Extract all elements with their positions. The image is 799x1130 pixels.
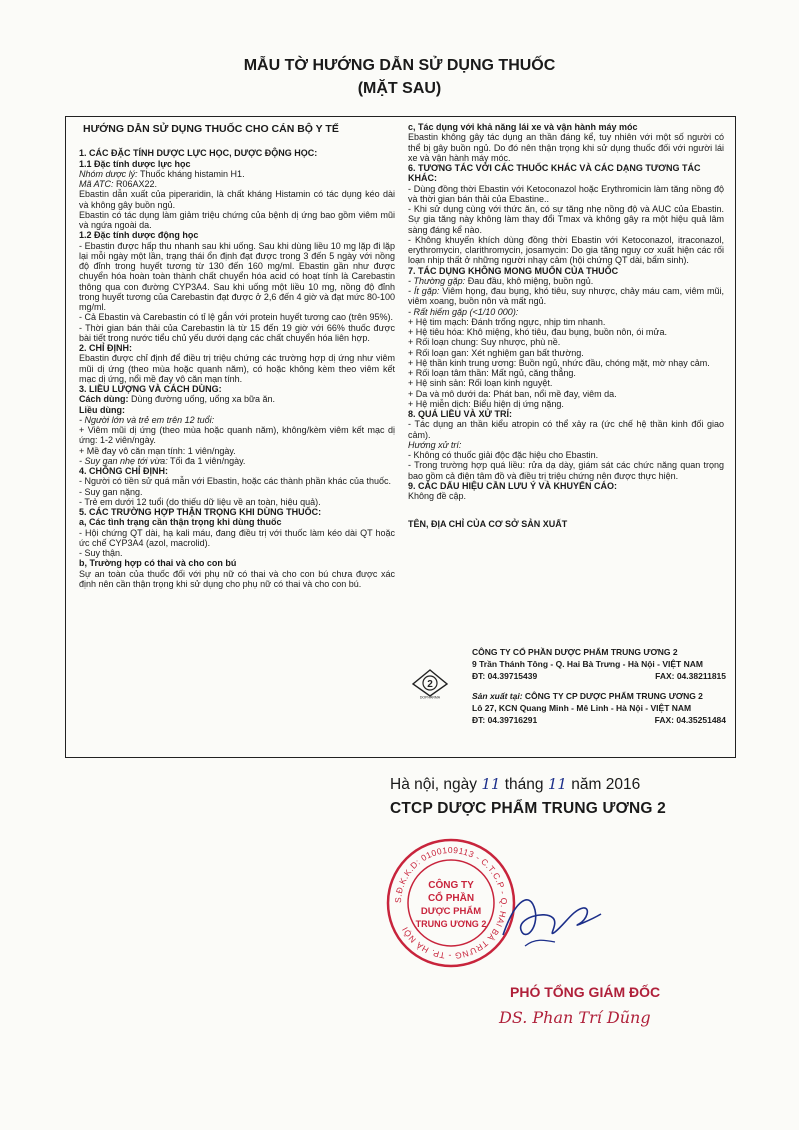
- paragraph: - Không khuyến khích dùng đồng thời Ebastin với Ketoconazol, itraconazol, erythromycin, clarithromycin, josamycin: Do gia tăng nguy cơ xuất hiện các rối loạn nhịp thất ở những người nhạy cảm (hội chứng QT dài, bẩm sinh).: [408, 234, 724, 266]
- list-item: + Rối loạn tâm thần: Mất ngủ, căng thẳng.: [408, 368, 576, 378]
- paragraph: - Thời gian bán thải của Carebastin là từ 15 đến 19 giờ với 66% thuốc được bài tiết trong nước tiểu chủ yếu dưới dạng các chất chuyển hóa liên hợp.: [79, 322, 395, 343]
- svg-text:DƯỢC PHẨM: DƯỢC PHẨM: [420, 906, 482, 917]
- company-fax: FAX: 04.38211815: [655, 671, 726, 681]
- paragraph: - Suy gan nặng.: [79, 486, 143, 497]
- manufacture-site: Sản xuất tại: CÔNG TY CP DƯỢC PHẨM TRUNG ƯƠNG 2: [472, 691, 703, 701]
- paragraph: - Không có thuốc giải độc đặc hiệu cho Ebastin.: [408, 450, 599, 460]
- usage-method: Cách dùng: Dùng đường uống, uống xa bữa ăn.: [79, 394, 276, 405]
- list-item: + Hệ tim mạch: Đánh trống ngực, nhịp tim nhanh.: [408, 316, 606, 327]
- paragraph: - Tác dụng an thần kiểu atropin có thể xảy ra (ức chế hệ thần kinh đối giao cảm).: [408, 419, 724, 440]
- paragraph: - Người lớn và trẻ em trên 12 tuổi:: [79, 414, 215, 425]
- section-1-2-title: 1.2 Đặc tính dược động học: [79, 230, 199, 241]
- section-8-title: 8. QUÁ LIỀU VÀ XỬ TRÍ:: [408, 409, 512, 419]
- paragraph: - Khi sử dụng cùng với thức ăn, có sự tăng nhẹ nồng độ và AUC của Ebastin. Sự gia tăng này không làm thay đổi Tmax và không gây ra một hiệu quả lâm sàng đáng kể nào.: [408, 204, 724, 235]
- date-month: 11: [547, 775, 567, 793]
- section-1-1-title: 1.1 Đặc tính dược lực học: [79, 158, 191, 169]
- paragraph: - Cả Ebastin và Carebastin có tỉ lệ gắn với protein huyết tương cao (trên 95%).: [79, 312, 393, 323]
- paragraph: - Hội chứng QT dài, hạ kali máu, đang điều trị với thuốc làm kéo dài QT hoặc ức chế CYP3A4 (azol, macrolid).: [79, 527, 395, 548]
- paragraph: - Dùng đồng thời Ebastin với Ketoconazol hoặc Erythromicin làm tăng nồng độ và thời gian bán thải của Ebastine..: [408, 183, 724, 204]
- less-common-effects: - Ít gặp: Viêm họng, đau bụng, khó tiêu, suy nhược, chảy máu cam, viêm mũi, viêm xoang, buồn nôn và mất ngủ.: [408, 286, 724, 307]
- manufacture-address: Lô 27, KCN Quang Minh - Mê Linh - Hà Nội - VIỆT NAM: [472, 703, 692, 713]
- manufacture-phone: ĐT: 04.39716291: [472, 715, 538, 725]
- section-5-title: 5. CÁC TRƯỜNG HỢP THẬN TRỌNG KHI DÙNG THUỐC:: [79, 507, 322, 517]
- paragraph: Sự an toàn của thuốc đối với phụ nữ có thai và cho con bú chưa được xác định nên cần thận trọng khi sử dụng cho phụ nữ có thai và cho con bú.: [79, 568, 395, 589]
- common-effects: - Thường gặp: Đau đầu, khô miệng, buồn ngủ.: [408, 275, 594, 286]
- section-5a-title: a, Các tình trạng cần thận trọng khi dùng thuốc: [79, 517, 282, 528]
- instruction-box: [65, 116, 736, 758]
- svg-text:2: 2: [427, 679, 433, 690]
- section-7-title: 7. TÁC DỤNG KHÔNG MONG MUỐN CỦA THUỐC: [408, 265, 619, 276]
- paragraph: - Suy thận.: [79, 548, 123, 558]
- paragraph: - Ebastin được hấp thu nhanh sau khi uống. Sau khi dùng liều 10 mg lặp đi lặp lại mỗi ngày một lần, trạng thái ổn định đạt được trong 3 đến 5 ngày với nồng độ đỉnh trong huyết tương từ 130 đến 160 mg/ml. Ebastin gần như được chuyển hóa hoàn toàn thành chất chuyển hóa acid có hoạt tính là Carebastin thông qua con đường CYP3A4. Sau khi uống một liều 10 mg, nồng độ đỉnh trong huyết tương của Carebastin đạt được ở 2,6 đến 4 giờ và đạt mức 80-100 mg/ml.: [79, 240, 395, 312]
- svg-text:CÔNG TY: CÔNG TY: [428, 880, 474, 891]
- atc-code: Mã ATC: R06AX22.: [79, 179, 158, 189]
- svg-text:DOPHARMA: DOPHARMA: [419, 695, 441, 699]
- dosage-label: Liều dùng:: [79, 404, 125, 415]
- svg-text:CỔ PHẦN: CỔ PHẦN: [427, 893, 475, 904]
- page-title: MẪU TỜ HƯỚNG DẪN SỬ DỤNG THUỐC: [243, 57, 556, 74]
- manufacturer-label: TÊN, ĐỊA CHỈ CỦA CƠ SỞ SẢN XUẤT: [408, 519, 568, 530]
- list-item: + Hệ miễn dịch: Biểu hiện dị ứng nặng.: [408, 398, 564, 409]
- signature-icon: [495, 880, 605, 960]
- company-address: 9 Trần Thánh Tông - Q. Hai Bà Trưng - Hà Nội - VIỆT NAM: [472, 659, 703, 669]
- company-logo-icon: [412, 669, 448, 699]
- box-title: HƯỚNG DẪN SỬ DỤNG THUỐC CHO CÁN BỘ Y TẾ: [83, 123, 339, 135]
- company-phone: ĐT: 04.39715439: [472, 671, 538, 681]
- section-1-title: 1. CÁC ĐẶC TÍNH DƯỢC LỰC HỌC, DƯỢC ĐỘNG HỌC:: [79, 148, 318, 159]
- paragraph: Ebastin dẫn xuất của piperaridin, là chất kháng Histamin có tác dụng kéo dài và không gây buồn ngủ.: [79, 189, 395, 210]
- section-4-title: 4. CHỐNG CHỈ ĐỊNH:: [79, 466, 169, 476]
- svg-text:TRUNG ƯƠNG 2: TRUNG ƯƠNG 2: [415, 919, 487, 929]
- section-6-title: 6. TƯƠNG TÁC VỚI CÁC THUỐC KHÁC VÀ CÁC DẠNG TƯƠNG TÁC KHÁC:: [408, 163, 701, 184]
- paragraph: Ebastin được chỉ định để điều trị triệu chứng các trường hợp dị ứng như viêm mũi dị ứng (theo mùa hoặc quanh năm), có hoặc không kèm theo viêm kết mạc dị ứng, nổi mề đay vô căn mạn tính.: [79, 353, 395, 384]
- section-9-title: 9. CÁC DẤU HIỆU CẦN LƯU Ý VÀ KHUYẾN CÁO:: [408, 480, 617, 491]
- paragraph: - Người có tiền sử quá mẫn với Ebastin, hoặc các thành phần khác của thuốc.: [79, 476, 392, 487]
- corporation-name: CTCP DƯỢC PHẨM TRUNG ƯƠNG 2: [390, 800, 667, 817]
- paragraph: Ebastin không gây tác dụng an thần đáng kể, tuy nhiên với một số người có thể bị gây buồn ngủ. Do đó nên thận trọng khi sử dụng thuốc đối với người lái xe và vận hành máy móc.: [408, 132, 724, 163]
- list-item: + Hệ thần kinh trung ương: Buồn ngủ, nhức đầu, chóng mặt, mờ nhạy cảm.: [408, 357, 710, 368]
- pharmacologic-group: Nhóm dược lý: Thuốc kháng histamin H1.: [79, 168, 245, 179]
- section-5c-title: c, Tác dụng với khả năng lái xe và vận hành máy móc: [408, 122, 638, 132]
- paragraph: - Trẻ em dưới 12 tuổi (do thiếu dữ liệu về an toàn, hiệu quả).: [79, 496, 321, 507]
- section-3-title: 3. LIỀU LƯỢNG VÀ CÁCH DÙNG:: [79, 384, 222, 394]
- list-item: + Hệ tiêu hóa: Khô miệng, khó tiêu, đau bụng, buồn nôn, ói mửa.: [408, 327, 667, 337]
- manufacture-fax: FAX: 04.35251484: [654, 715, 726, 725]
- liver-dosage: - Suy gan nhẹ tới vừa: Tối đa 1 viên/ngày.: [79, 455, 246, 466]
- list-item: + Rối loạn chung: Suy nhược, phù nề.: [408, 337, 561, 348]
- section-2-title: 2. CHỈ ĐỊNH:: [79, 343, 133, 353]
- paragraph: - Trong trường hợp quá liều: rửa dạ dày, giám sát các chức năng quan trọng bao gồm cả điện tâm đồ và điều trị triệu chứng nên được thực hiện.: [408, 460, 724, 481]
- signer-role: PHÓ TỔNG GIÁM ĐỐC: [510, 984, 661, 1000]
- paragraph: Ebastin có tác dụng làm giảm triệu chứng của bệnh dị ứng bao gồm viêm mũi và ngứa ngoài da.: [79, 209, 395, 230]
- section-5b-title: b, Trường hợp có thai và cho con bú: [79, 558, 237, 569]
- list-item: + Rối loạn gan: Xét nghiệm gan bất thường.: [408, 347, 584, 358]
- company-name: CÔNG TY CỔ PHẦN DƯỢC PHẨM TRUNG ƯƠNG 2: [472, 647, 678, 657]
- page-subtitle: (MẶT SAU): [357, 80, 442, 97]
- issue-date: Hà nội, ngày 11 tháng 11 năm 2016: [390, 775, 641, 793]
- list-item: + Da và mô dưới da: Phát ban, nổi mề đay, viêm da.: [408, 388, 617, 399]
- treatment-label: Hướng xử trí:: [408, 439, 462, 450]
- svg-text:S.Đ.K.K.D: 0100109113 - C.T.C.: S.Đ.K.K.D: 0100109113 - C.T.C.P - Q. HAI BÀ TRƯNG - TP. HÀ NỘI: [392, 844, 510, 962]
- right-column: [408, 122, 724, 530]
- date-day: 11: [481, 775, 501, 793]
- paragraph: + Viêm mũi dị ứng (theo mùa hoặc quanh năm), không/kèm viêm kết mạc dị ứng: 1-2 viên/ngày.: [79, 425, 395, 446]
- list-item: + Hệ sinh sản: Rối loạn kinh nguyệt.: [408, 378, 553, 389]
- signer-name: DS. Phan Trí Dũng: [499, 1008, 651, 1027]
- paragraph: + Mề đay vô căn mạn tính: 1 viên/ngày.: [79, 445, 236, 456]
- rare-effects-label: - Rất hiếm gặp (<1/10 000):: [408, 306, 519, 317]
- paragraph: Không đề cập.: [408, 491, 467, 501]
- left-column: [79, 124, 395, 589]
